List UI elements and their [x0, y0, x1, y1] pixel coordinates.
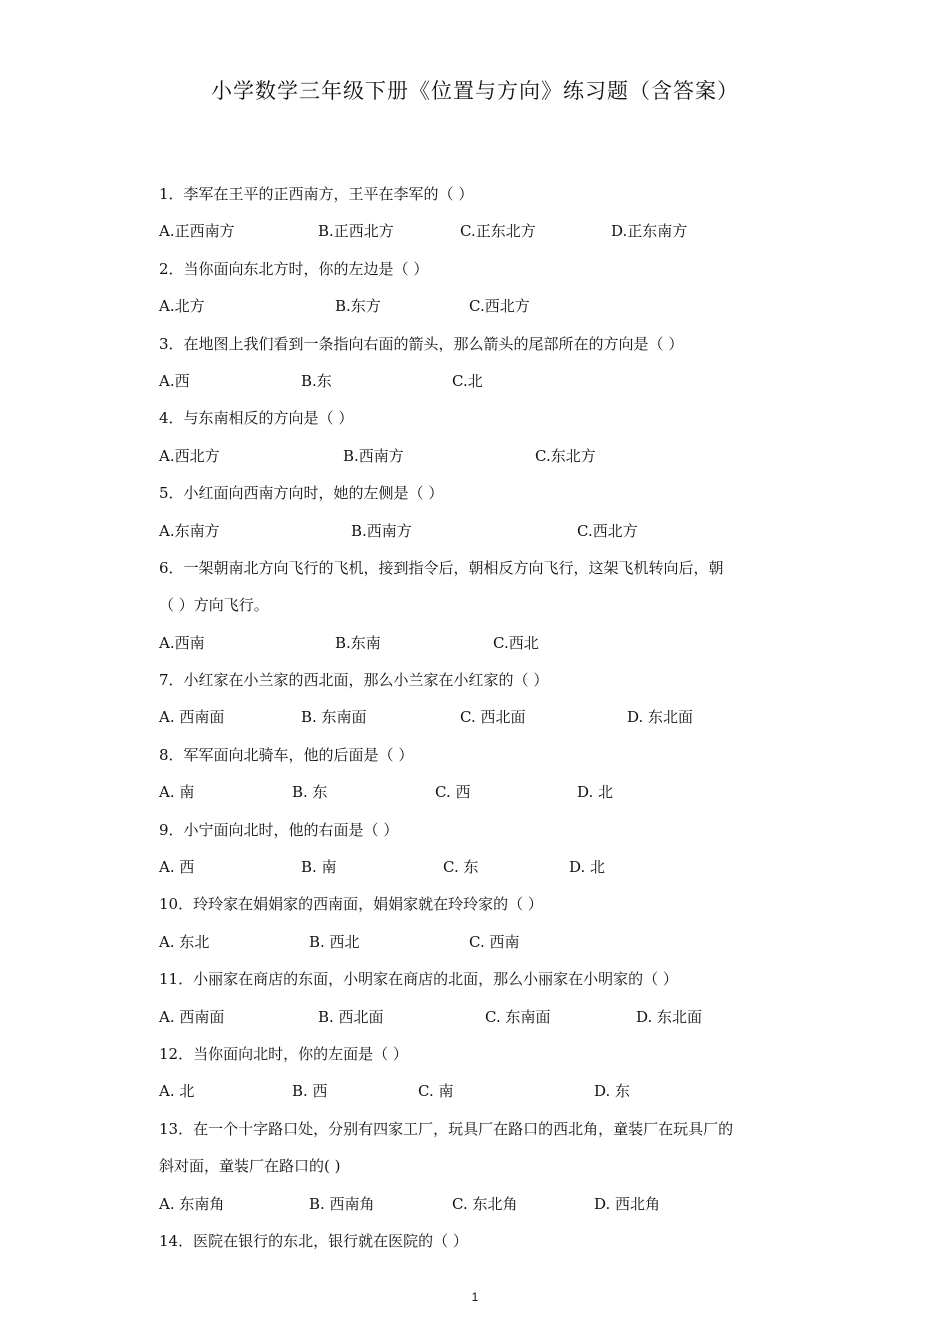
option-a: A.北方 — [159, 297, 205, 316]
option-c: C. 东北角 — [452, 1194, 518, 1213]
option-a: A. 西南面 — [159, 1007, 225, 1026]
options-row — [159, 849, 799, 886]
option-d: D. 东北面 — [636, 1007, 703, 1026]
option-b: B.东方 — [335, 297, 381, 316]
option-a: A. 北 — [159, 1082, 195, 1101]
question-stem: 7．小红家在小兰家的西北面，那么小兰家在小红家的（ ） — [159, 671, 549, 690]
options-row — [159, 774, 799, 811]
option-b: B. 南 — [301, 858, 337, 877]
option-c: C. 西南 — [469, 932, 520, 951]
option-a: A. 西南面 — [159, 708, 225, 727]
option-d: D. 西北角 — [594, 1194, 661, 1213]
page-title: 小学数学三年级下册《位置与方向》练习题（含答案） — [211, 79, 739, 103]
question-stem: 3．在地图上我们看到一条指向右面的箭头，那么箭头的尾部所在的方向是（ ） — [159, 334, 684, 353]
option-d: D. 东 — [594, 1082, 631, 1101]
option-c: C. 南 — [418, 1082, 454, 1101]
options-row — [159, 438, 799, 475]
question-stem: 14．医院在银行的东北，银行就在医院的（ ） — [159, 1231, 468, 1250]
option-c: C.西北 — [493, 633, 539, 652]
option-b: B.西南方 — [351, 521, 412, 540]
question-stem: 6．一架朝南北方向飞行的飞机，接到指令后，朝相反方向飞行，这架飞机转向后，朝 — [159, 558, 724, 577]
option-b: B. 西 — [292, 1082, 328, 1101]
option-a: A. 东北 — [159, 932, 210, 951]
option-a: A.东南方 — [159, 521, 220, 540]
option-a: A.西 — [159, 371, 190, 390]
option-a: A.西北方 — [159, 446, 220, 465]
option-b: B.东南 — [335, 633, 381, 652]
option-b: B.东 — [301, 371, 332, 390]
question-stem: 5．小红面向西南方向时，她的左侧是（ ） — [159, 484, 444, 503]
question-stem: 4．与东南相反的方向是（ ） — [159, 409, 354, 428]
option-c: C.西北方 — [577, 521, 638, 540]
option-a: A. 西 — [159, 858, 195, 877]
question-stem: 8．军军面向北骑车，他的后面是（ ） — [159, 745, 414, 764]
options-row — [159, 699, 799, 736]
question-stem: 10．玲玲家在娟娟家的西南面，娟娟家就在玲玲家的（ ） — [159, 895, 543, 914]
options-row — [159, 213, 799, 250]
option-c: C. 西北面 — [460, 708, 526, 727]
question-list — [159, 176, 799, 1260]
option-c: C. 东南面 — [485, 1007, 551, 1026]
question-stem: 2．当你面向东北方时，你的左边是（ ） — [159, 259, 429, 278]
option-c: C.北 — [452, 371, 483, 390]
option-a: A.西南 — [159, 633, 205, 652]
option-c: C.东北方 — [535, 446, 596, 465]
option-b: B. 西北面 — [318, 1007, 384, 1026]
page-number: 1 — [471, 1290, 479, 1304]
option-d: D. 北 — [569, 858, 606, 877]
option-d: D.正东南方 — [611, 222, 688, 241]
option-a: A. 南 — [159, 783, 195, 802]
option-c: C.西北方 — [469, 297, 530, 316]
options-row — [159, 999, 799, 1036]
question-stem-continued: 斜对面，童装厂在路口的( ) — [159, 1157, 341, 1176]
option-a: A.正西南方 — [159, 222, 235, 241]
option-b: B. 西北 — [309, 932, 360, 951]
question-stem: 13．在一个十字路口处，分别有四家工厂，玩具厂在路口的西北角，童装厂在玩具厂的 — [159, 1119, 734, 1138]
option-c: C. 西 — [435, 783, 471, 802]
options-row — [159, 363, 799, 400]
options-row — [159, 1073, 799, 1110]
option-b: B. 东南面 — [301, 708, 367, 727]
option-c: C. 东 — [443, 858, 479, 877]
question-stem-continued: （ ）方向飞行。 — [159, 596, 269, 615]
option-a: A. 东南角 — [159, 1194, 225, 1213]
option-b: B.正西北方 — [318, 222, 394, 241]
option-b: B. 西南角 — [309, 1194, 375, 1213]
question-stem: 9．小宁面向北时，他的右面是（ ） — [159, 820, 399, 839]
options-row — [159, 288, 799, 325]
option-b: B. 东 — [292, 783, 328, 802]
question-stem: 12．当你面向北时，你的左面是（ ） — [159, 1044, 408, 1063]
options-row — [159, 924, 799, 961]
option-b: B.西南方 — [343, 446, 404, 465]
options-row — [159, 625, 799, 662]
option-d: D. 东北面 — [627, 708, 694, 727]
question-stem: 11．小丽家在商店的东面，小明家在商店的北面，那么小丽家在小明家的（ ） — [159, 970, 678, 989]
question-stem: 1．李军在王平的正西南方，王平在李军的（ ） — [159, 185, 474, 203]
option-c: C.正东北方 — [460, 222, 536, 241]
options-row — [159, 1186, 799, 1223]
options-row — [159, 513, 799, 550]
option-d: D. 北 — [577, 783, 614, 802]
